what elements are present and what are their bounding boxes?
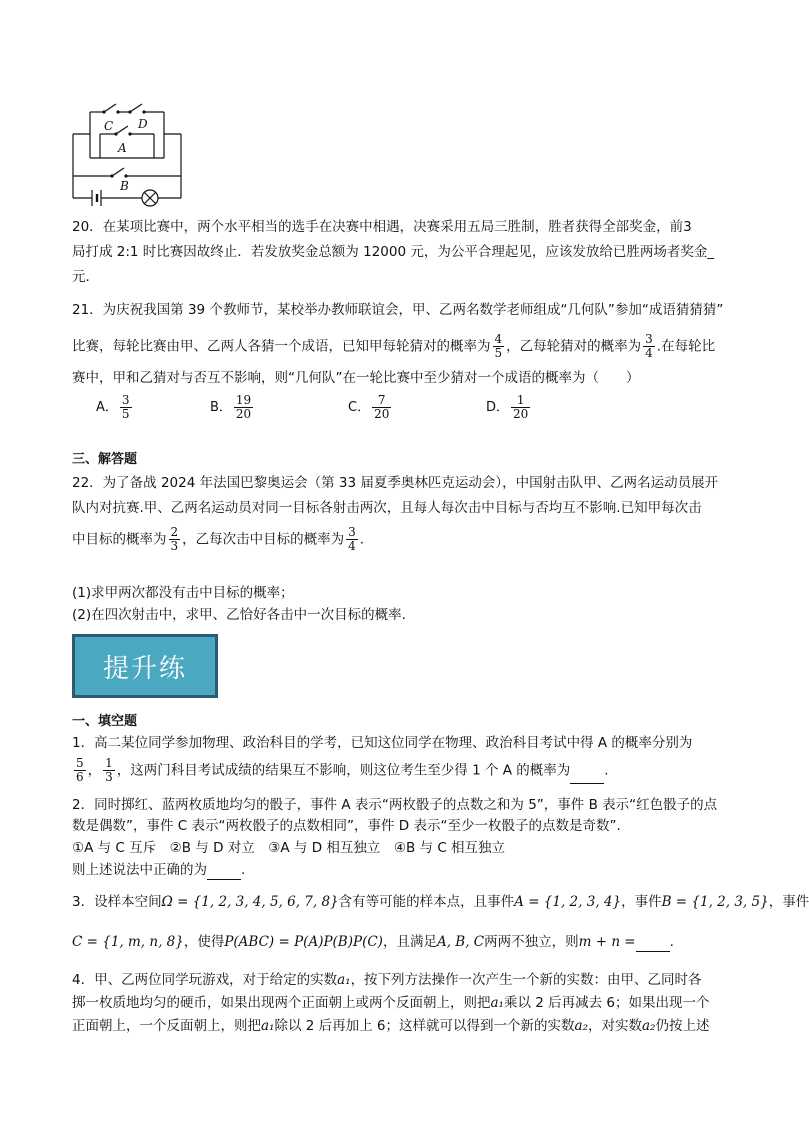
fraction: $\frac{4}{5}$ <box>494 332 503 360</box>
fraction: $\frac{5}{6}$ <box>76 756 84 784</box>
q22-line2: 队内对抗赛.甲、乙两名运动员对同一目标各射击两次，且每人每次击中目标与否均互不影响.已知甲每次击 <box>72 500 702 516</box>
fraction: $\frac{1}{3}$ <box>105 756 113 784</box>
q21-line2 <box>72 333 715 360</box>
p1-line1: 1．高二某位同学参加物理、政治科目的学考，已知这位同学在物理、政治科目考试中得 A 的概率分别为 <box>72 735 693 751</box>
answer-blank[interactable] <box>570 769 604 784</box>
label-d: D <box>138 117 148 131</box>
q21-text-b: ，乙每轮猜对的概率为 <box>506 338 642 355</box>
q22-line1: 22．为了备战 2024 年法国巴黎奥运会（第 33 届夏季奥林匹克运动会），中国射击队甲、乙两名运动员展开 <box>72 475 719 491</box>
option-b[interactable]: B． $\frac{19}{20}$ <box>210 393 252 421</box>
p1-line2: $\frac{5}{6}$ ， $\frac{1}{3}$ ，这两门科目考试成绩的结果互不影响，则这位考生至少得 1 个 A 的概率为 . <box>76 756 609 784</box>
option-c[interactable]: C． $\frac{7}{20}$ <box>348 393 390 421</box>
q22-sub1: (1)求甲两次都没有击中目标的概率； <box>72 585 294 601</box>
p4-line3: 正面朝上，一个反面朝上，则把a₁除以 2 后再加上 6；这样就可以得到一个新的实数a₂，对实数a₂仍按上述 <box>72 1018 710 1034</box>
q21-text-c: .在每轮比 <box>656 338 716 355</box>
p2-line1: 2．同时掷红、蓝两枚质地均匀的骰子，事件 A 表示“两枚骰子的点数之和为 5”，事件 B 表示“红色骰子的点 <box>72 797 718 813</box>
q21-line1: 21．为庆祝我国第 39 个教师节，某校举办教师联谊会，甲、乙两名数学老师组成“几何队”参加“成语猜猜猜” <box>72 302 724 318</box>
p3-line1: 3．设样本空间Ω = {1, 2, 3, 4, 5, 6, 7, 8}含有等可能的样本点，且事件A = {1, 2, 3, 4}，事件B = {1, 2, 3, 5}，事件 <box>72 894 809 910</box>
p3-line2: C = {1, m, n, 8}，使得P(ABC) = P(A)P(B)P(C)，且满足A, B, C两两不独立，则m + n = . <box>72 934 674 950</box>
p2-line3: ①A 与 C 互斥 ②B 与 D 对立 ③A 与 D 相互独立 ④B 与 C 相互独立 <box>72 840 506 856</box>
q22-line3: 中目标的概率为 $\frac{2}{3}$ ，乙每次击中目标的概率为 $\frac{3}{4}$ . <box>72 525 365 553</box>
label-c: C <box>104 119 114 133</box>
label-b: B <box>120 179 129 193</box>
answer-blank[interactable] <box>207 865 241 880</box>
q20-line2: 局打成 2:1 时比赛因故终止．若发放奖金总额为 12000 元，为公平合理起见，应该发放给已胜两场者奖金_ <box>72 244 715 260</box>
fraction: $\frac{2}{3}$ <box>170 525 179 553</box>
p2-line4: 则上述说法中正确的为 . <box>72 862 246 878</box>
option-d[interactable]: D． $\frac{1}{20}$ <box>486 393 529 421</box>
fraction: $\frac{3}{4}$ <box>645 332 653 360</box>
q20-line1: 20．在某项比赛中，两个水平相当的选手在决赛中相遇，决赛采用五局三胜制，胜者获得全部奖金，前3 <box>72 219 692 235</box>
circuit-diagram <box>68 98 188 216</box>
option-a[interactable]: A． $\frac{3}{5}$ <box>96 393 130 421</box>
p4-line1: 4．甲、乙两位同学玩游戏，对于给定的实数a₁，按下列方法操作一次产生一个新的实数：由甲、乙同时各 <box>72 972 702 988</box>
p2-line2: 数是偶数”，事件 C 表示“两枚骰子的点数相同”，事件 D 表示“至少一枚骰子的点数是奇数”. <box>72 818 621 834</box>
p4-line2: 掷一枚质地均匀的硬币，如果出现两个正面朝上或两个反面朝上，则把a₁乘以 2 后再减去 6；如果出现一个 <box>72 995 710 1011</box>
answer-blank[interactable] <box>636 937 670 952</box>
section-title: 三、解答题 <box>72 452 138 467</box>
q21-text-a: 比赛，每轮比赛由甲、乙两人各猜一个成语，已知甲每轮猜对的概率为 <box>72 338 491 355</box>
q21-line3: 赛中，甲和乙猜对与否互不影响，则“几何队”在一轮比赛中至少猜对一个成语的概率为（ ） <box>72 370 640 386</box>
q22-sub2: (2)在四次射击中，求甲、乙恰好各击中一次目标的概率. <box>72 607 406 623</box>
fraction: $\frac{3}{4}$ <box>348 525 356 553</box>
label-a: A <box>118 141 127 155</box>
q20-line3: 元. <box>72 269 90 285</box>
section-banner: 提升练 <box>72 634 218 698</box>
section-title: 一、填空题 <box>72 714 138 729</box>
